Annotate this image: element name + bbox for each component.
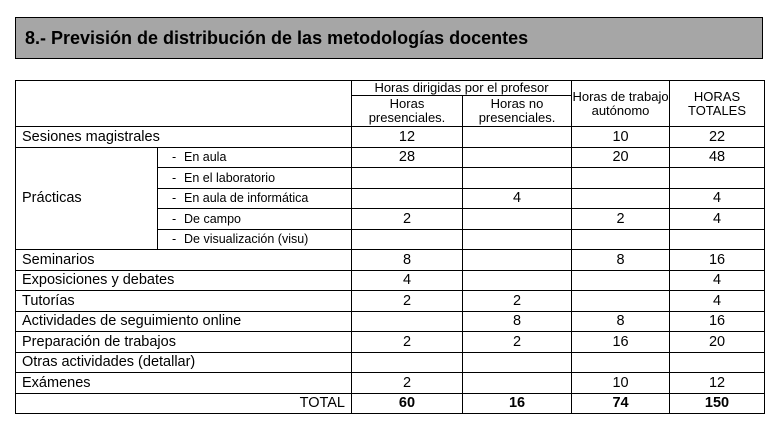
cell-presenciales <box>352 168 463 189</box>
header-no-presenciales: Horas no presenciales. <box>463 96 572 127</box>
cell-no-presenciales <box>463 270 572 291</box>
practicas-sub-label: - De visualización (visu) <box>158 229 352 250</box>
cell-autonomo <box>572 229 670 250</box>
table-row <box>16 270 765 291</box>
section-header <box>15 17 763 59</box>
cell-autonomo: 10 <box>572 373 670 394</box>
cell-total <box>670 168 765 189</box>
cell-presenciales <box>352 352 463 373</box>
cell-total: 48 <box>670 147 765 168</box>
total-autonomo: 74 <box>572 393 670 414</box>
row-label: Tutorías <box>16 291 352 312</box>
cell-no-presenciales <box>463 209 572 230</box>
cell-presenciales: 8 <box>352 250 463 271</box>
table-row <box>16 147 765 168</box>
header-autonomo: Horas de trabajo autónomo <box>572 81 670 127</box>
total-row <box>16 393 765 414</box>
cell-no-presenciales: 2 <box>463 291 572 312</box>
cell-autonomo: 8 <box>572 311 670 332</box>
cell-presenciales: 28 <box>352 147 463 168</box>
practicas-label: Prácticas <box>16 147 158 250</box>
cell-autonomo: 2 <box>572 209 670 230</box>
table-row <box>16 127 765 148</box>
methodology-table <box>15 80 765 414</box>
cell-presenciales: 2 <box>352 291 463 312</box>
practicas-sub-label: - En el laboratorio <box>158 168 352 189</box>
header-row-1 <box>16 81 765 96</box>
cell-autonomo: 20 <box>572 147 670 168</box>
cell-no-presenciales <box>463 229 572 250</box>
cell-autonomo <box>572 352 670 373</box>
cell-total: 12 <box>670 373 765 394</box>
table-row <box>16 291 765 312</box>
cell-autonomo <box>572 291 670 312</box>
row-label: Sesiones magistrales <box>16 127 352 148</box>
cell-total <box>670 229 765 250</box>
header-totales: HORAS TOTALES <box>670 81 765 127</box>
header-presenciales: Horas presenciales. <box>352 96 463 127</box>
cell-presenciales: 4 <box>352 270 463 291</box>
header-empty-cell <box>16 81 352 127</box>
cell-no-presenciales: 8 <box>463 311 572 332</box>
cell-total <box>670 352 765 373</box>
header-dirigidas: Horas dirigidas por el profesor <box>352 81 572 96</box>
total-label: TOTAL <box>16 393 352 414</box>
cell-autonomo: 8 <box>572 250 670 271</box>
row-label: Preparación de trabajos <box>16 332 352 353</box>
total-horas: 150 <box>670 393 765 414</box>
practicas-sub-label: - De campo <box>158 209 352 230</box>
total-presenciales: 60 <box>352 393 463 414</box>
cell-autonomo: 10 <box>572 127 670 148</box>
cell-total: 4 <box>670 270 765 291</box>
table-row <box>16 250 765 271</box>
cell-total: 22 <box>670 127 765 148</box>
cell-autonomo <box>572 270 670 291</box>
cell-presenciales <box>352 311 463 332</box>
cell-total: 16 <box>670 311 765 332</box>
cell-presenciales: 12 <box>352 127 463 148</box>
practicas-sub-label: - En aula de informática <box>158 188 352 209</box>
row-label: Exposiciones y debates <box>16 270 352 291</box>
cell-no-presenciales <box>463 373 572 394</box>
cell-total: 4 <box>670 209 765 230</box>
cell-total: 20 <box>670 332 765 353</box>
total-no-presenciales: 16 <box>463 393 572 414</box>
cell-presenciales: 2 <box>352 209 463 230</box>
cell-no-presenciales <box>463 250 572 271</box>
cell-presenciales: 2 <box>352 373 463 394</box>
cell-total: 4 <box>670 188 765 209</box>
cell-presenciales <box>352 229 463 250</box>
table-row <box>16 332 765 353</box>
table-row <box>16 352 765 373</box>
cell-autonomo: 16 <box>572 332 670 353</box>
cell-total: 4 <box>670 291 765 312</box>
table-row <box>16 311 765 332</box>
cell-presenciales <box>352 188 463 209</box>
cell-autonomo <box>572 168 670 189</box>
row-label: Exámenes <box>16 373 352 394</box>
cell-no-presenciales: 4 <box>463 188 572 209</box>
cell-total: 16 <box>670 250 765 271</box>
cell-no-presenciales <box>463 168 572 189</box>
cell-no-presenciales <box>463 127 572 148</box>
section-title: 8.- Previsión de distribución de las metodologías docentes <box>25 27 529 48</box>
row-label: Seminarios <box>16 250 352 271</box>
cell-presenciales: 2 <box>352 332 463 353</box>
cell-no-presenciales <box>463 352 572 373</box>
cell-no-presenciales: 2 <box>463 332 572 353</box>
row-label: Actividades de seguimiento online <box>16 311 352 332</box>
cell-autonomo <box>572 188 670 209</box>
row-label: Otras actividades (detallar) <box>16 352 352 373</box>
practicas-sub-label: - En aula <box>158 147 352 168</box>
cell-no-presenciales <box>463 147 572 168</box>
table-row <box>16 373 765 394</box>
